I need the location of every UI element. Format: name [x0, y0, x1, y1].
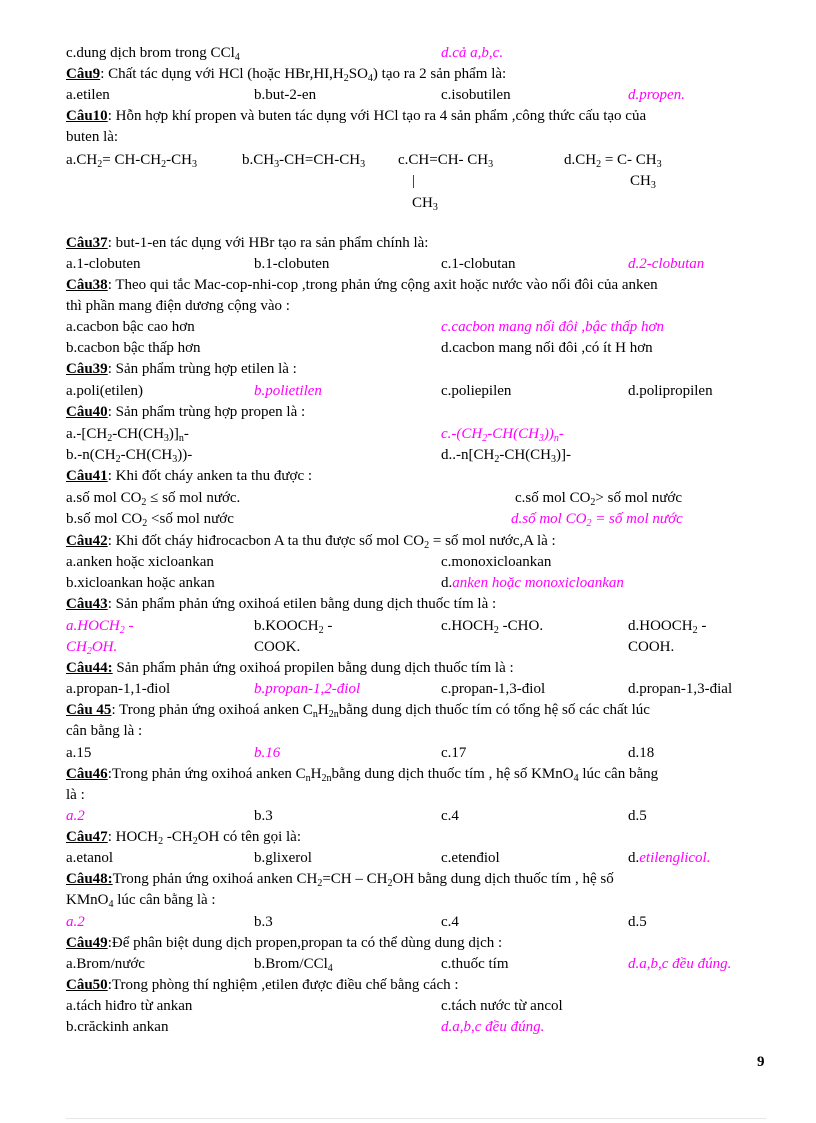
- question-41-options-row2: [66, 509, 766, 530]
- option-d: d.5: [628, 808, 647, 824]
- question-text: : $HOCH_2$ $-CH_2OH$ có tên gọi là:: [107, 829, 302, 847]
- option-d: $d.HOOCH_2$ -: [628, 618, 707, 636]
- option-c: c.monoxicloankan: [441, 554, 552, 570]
- option-b: $b.CH_3-CH=CH-CH_3$: [242, 152, 366, 170]
- question-10-options: [66, 150, 766, 171]
- question-10-options-row2: [66, 171, 766, 192]
- question-47-options: [66, 848, 766, 869]
- option-d: $d..-n[CH_2-CH(CH_3)]-$: [441, 447, 571, 465]
- answer-d: d.số mol $CO_2$ = số mol nước: [511, 511, 683, 529]
- option-d: d.polipropilen: [628, 383, 713, 399]
- question-number: Câu44:: [66, 660, 113, 676]
- option-c: c.CH=CH- $CH_3$: [398, 152, 494, 170]
- question-40-options-row2: [66, 445, 766, 466]
- question-number: Câu39: [66, 361, 108, 377]
- option-a: a.cacbon bậc cao hơn: [66, 319, 195, 335]
- option-a: $a.CH_2= CH-CH_2-CH_3$: [66, 152, 197, 170]
- question-text: là :: [66, 787, 85, 803]
- option-c: c.17: [441, 745, 467, 761]
- answer-d: d.a,b,c đều đúng.: [441, 1019, 545, 1035]
- question-46: [66, 764, 766, 785]
- option-d: d.18: [628, 745, 655, 761]
- option-c: c.1-clobutan: [441, 256, 516, 272]
- question-43-options-row2: [66, 637, 766, 658]
- question-text: Sản phẩm phản ứng oxihoá propilen bằng dung dịch thuốc tím là :: [112, 660, 514, 676]
- answer-a: a.2: [66, 914, 85, 930]
- option-c: c.dung dịch brom trong CCl$_4$: [66, 45, 240, 63]
- question-41: [66, 466, 766, 487]
- question-45-options: [66, 743, 766, 764]
- question-text: :Trong phản ứng oxihoá anken $C_nH_{2n}bằng$ dung dịch thuốc tím , hệ số KMnO$_4$ lúc cân bằng: [107, 766, 659, 784]
- question-41-options-row1: [66, 488, 766, 509]
- question-37: [66, 233, 766, 254]
- option-c: $c.HOCH_2$ -CHO.: [441, 618, 544, 636]
- question-text: :Trong phòng thí nghiệm ,etilen được điều chế bằng cách :: [107, 977, 459, 993]
- question-number: Câu9: [66, 66, 101, 82]
- question-number: Câu10: [66, 108, 108, 124]
- answer-d: d.2-clobutan: [628, 256, 705, 272]
- option-d: d.5: [628, 914, 647, 930]
- option-d-branch: $CH_3$: [630, 173, 656, 191]
- bond-line: |: [412, 173, 416, 189]
- question-50-options-row2: [66, 1017, 766, 1038]
- question-text: : Hỗn hợp khí propen và buten tác dụng với HCl tạo ra 4 sản phẩm ,công thức cấu tạo của: [107, 108, 647, 124]
- question-text: : Khi đốt cháy hiđrocacbon A ta thu được số mol $CO_2$ = số mol nước,A là :: [107, 533, 556, 551]
- option-b: b.glixerol: [254, 850, 312, 866]
- answer-c: c.cacbon mang nối đôi ,bậc thấp hơn: [441, 319, 664, 335]
- question-9-options: [66, 85, 766, 106]
- question-46-options: [66, 806, 766, 827]
- line-q8-tail: [66, 43, 766, 64]
- question-44-options: [66, 679, 766, 700]
- question-number: Câu40: [66, 404, 108, 420]
- question-48-options: [66, 912, 766, 933]
- question-42: [66, 531, 766, 552]
- answer-a-cont: $CH_2OH$.: [66, 639, 118, 657]
- question-text: : Sản phẩm trùng hợp propen là :: [107, 404, 306, 420]
- question-49-options: [66, 954, 766, 975]
- question-number: Câu49: [66, 935, 108, 951]
- option-a: a.propan-1,1-điol: [66, 681, 171, 697]
- option-label: d.: [441, 575, 453, 591]
- question-number: Câu43: [66, 596, 108, 612]
- option-c: c.số mol $CO_2>$ số mol nước: [515, 490, 683, 508]
- question-number: Câu 45: [66, 702, 112, 718]
- option-b: b.số mol $CO_2$ <số mol nước: [66, 511, 234, 529]
- question-10-options-row3: [66, 193, 766, 214]
- question-43: [66, 594, 766, 615]
- option-a: a.anken hoặc xicloankan: [66, 554, 214, 570]
- option-a: a.poli(etilen): [66, 383, 144, 399]
- question-number: Câu47: [66, 829, 108, 845]
- footer-divider: [66, 1118, 766, 1119]
- question-49: [66, 933, 766, 954]
- question-text: : Chất tác dụng với HCl (hoặc $HBr,HI,H_2SO_4$) tạo ra 2 sản phẩm là:: [100, 66, 507, 84]
- answer-d: anken hoặc monoxicloankan: [452, 575, 624, 591]
- answer-a: $a.HOCH_2$ -: [66, 618, 134, 636]
- question-9: [66, 64, 766, 85]
- option-a: a.15: [66, 745, 92, 761]
- answer-a: a.2: [66, 808, 85, 824]
- question-48: [66, 869, 766, 890]
- question-text: buten là:: [66, 129, 119, 145]
- question-40-options-row1: [66, 424, 766, 445]
- option-a: a.Brom/nước: [66, 956, 145, 972]
- question-text: : Theo qui tắc Mac-cop-nhi-cop ,trong phản ứng cộng axit hoặc nước vào nối đôi của anken: [107, 277, 658, 293]
- option-c: c.etenđiol: [441, 850, 500, 866]
- option-b: b.cacbon bậc thấp hơn: [66, 340, 201, 356]
- option-d: d.propan-1,3-đial: [628, 681, 733, 697]
- option-b: b.Brom/CCl$_4$: [254, 956, 333, 974]
- question-38-options-row1: [66, 317, 766, 338]
- option-b: $b.KOOCH_2$ -: [254, 618, 333, 636]
- question-text: Trong phản ứng oxihoá anken $CH_2=CH - CH_2OH$ bằng dung dịch thuốc tím , hệ số: [112, 871, 614, 889]
- option-d: d.cacbon mang nối đôi ,có ít H hơn: [441, 340, 653, 356]
- question-37-options: [66, 254, 766, 275]
- option-b-cont: COOK.: [254, 639, 301, 655]
- question-39-options: [66, 381, 766, 402]
- option-a: a.etilen: [66, 87, 110, 103]
- option-c-branch: $CH_3$: [412, 195, 438, 213]
- question-number: Câu46: [66, 766, 108, 782]
- question-42-options-row1: [66, 552, 766, 573]
- question-number: Câu38: [66, 277, 108, 293]
- option-c: c.isobutilen: [441, 87, 511, 103]
- question-number: Câu42: [66, 533, 108, 549]
- question-38-cont: [66, 296, 766, 317]
- option-b: b.but-2-en: [254, 87, 317, 103]
- question-43-options-row1: [66, 616, 766, 637]
- answer-b: b.polietilen: [254, 383, 322, 399]
- question-text: KMnO$_4$ lúc cân bằng là :: [66, 892, 216, 910]
- option-a: $a.-[CH_2-CH(CH_3)]_n-$: [66, 426, 189, 444]
- question-50-options-row1: [66, 996, 766, 1017]
- question-10-cont: [66, 127, 766, 148]
- option-b: b.xicloankan hoặc ankan: [66, 575, 215, 591]
- option-c: c.thuốc tím: [441, 956, 509, 972]
- question-text: :Để phân biệt dung dịch propen,propan ta có thể dùng dung dịch :: [107, 935, 503, 951]
- option-b: b.3: [254, 914, 273, 930]
- page-number: 9: [757, 1054, 765, 1070]
- question-38-options-row2: [66, 338, 766, 359]
- question-text: : Khi đốt cháy anken ta thu được :: [107, 468, 313, 484]
- answer-d: d.a,b,c đều đúng.: [628, 956, 732, 972]
- question-50: [66, 975, 766, 996]
- question-number: Câu41: [66, 468, 108, 484]
- question-38: [66, 275, 766, 296]
- question-40: [66, 402, 766, 423]
- option-c: c.tách nước từ ancol: [441, 998, 563, 1014]
- option-c: c.4: [441, 808, 459, 824]
- question-42-options-row2: [66, 573, 766, 594]
- answer-d: d.cả a,b,c.: [441, 45, 504, 61]
- question-text: : Sản phẩm trùng hợp etilen là :: [107, 361, 297, 377]
- question-10: [66, 106, 766, 127]
- question-44: [66, 658, 766, 679]
- option-label: d.: [628, 850, 640, 866]
- question-text: : Trong phản ứng oxihoá anken $C_nH_{2n}bằng$ dung dịch thuốc tím có tổng hệ số các chất lúc: [111, 702, 650, 720]
- question-47: [66, 827, 766, 848]
- option-d-cont: COOH.: [628, 639, 675, 655]
- option-d: $d.CH_2 = C-$ $CH_3$: [564, 152, 662, 170]
- question-46-cont: [66, 785, 766, 806]
- question-text: cân bằng là :: [66, 723, 143, 739]
- answer-b: b.propan-1,2-điol: [254, 681, 361, 697]
- question-number: Câu48:: [66, 871, 113, 887]
- question-number: Câu37: [66, 235, 108, 251]
- option-b: $b.-n(CH_2-CH(CH_3))-$: [66, 447, 193, 465]
- option-a: a.số mol $CO_2$ ≤ số mol nước.: [66, 490, 241, 508]
- option-c: c.4: [441, 914, 459, 930]
- answer-c: $c.-(CH_2-CH(CH_3))_n-$: [441, 426, 564, 444]
- question-45: [66, 700, 766, 721]
- option-b: b.crăckinh ankan: [66, 1019, 169, 1035]
- answer-b: b.16: [254, 745, 281, 761]
- question-48-cont: [66, 890, 766, 911]
- question-45-cont: [66, 721, 766, 742]
- option-a: a.etanol: [66, 850, 114, 866]
- answer-d: d.propen.: [628, 87, 685, 103]
- option-a: a.1-clobuten: [66, 256, 141, 272]
- option-c: c.poliepilen: [441, 383, 512, 399]
- question-number: Câu50: [66, 977, 108, 993]
- question-text: thì phần mang điện dương cộng vào :: [66, 298, 290, 314]
- answer-d: etilenglicol.: [639, 850, 711, 866]
- option-b: b.3: [254, 808, 273, 824]
- question-text: : Sản phẩm phản ứng oxihoá etilen bằng dung dịch thuốc tím là :: [107, 596, 497, 612]
- question-39: [66, 359, 766, 380]
- option-b: b.1-clobuten: [254, 256, 330, 272]
- option-c: c.propan-1,3-điol: [441, 681, 546, 697]
- option-a: a.tách hiđro từ ankan: [66, 998, 193, 1014]
- question-text: : but-1-en tác dụng với HBr tạo ra sản phẩm chính là:: [107, 235, 429, 251]
